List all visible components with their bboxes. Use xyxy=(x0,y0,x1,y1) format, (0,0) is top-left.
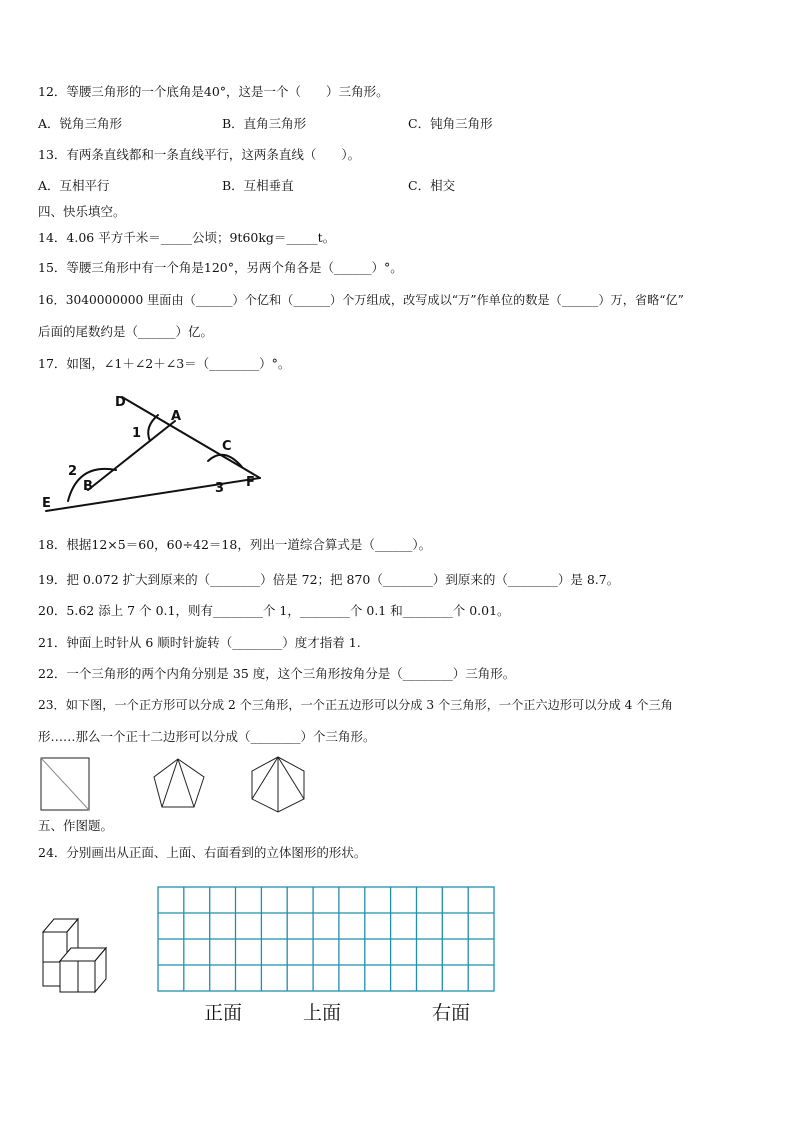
label-1: 1 xyxy=(132,426,142,441)
label-e: E xyxy=(42,496,51,511)
q21-text: 21．钟面上时针从 6 顺时针旋转（________）度才指着 1. xyxy=(38,635,361,650)
label-c: C xyxy=(222,439,232,454)
drawing-grid[interactable] xyxy=(157,886,497,996)
q17-text: 17．如图，∠1＋∠2＋∠3＝（________）°。 xyxy=(38,356,291,371)
q15-text: 15．等腰三角形中有一个角是120°，另两个角各是（______）°。 xyxy=(38,260,403,275)
label-d: D xyxy=(115,395,126,410)
q12-option-c: C．钝角三角形 xyxy=(408,116,493,131)
q23-line2: 形……那么一个正十二边形可以分成（________）个三角形。 xyxy=(38,729,376,744)
q18-text: 18．根据12×5＝60，60÷42＝18，列出一道综合算式是（______）。 xyxy=(38,537,432,552)
pentagon-shape xyxy=(154,759,204,807)
q24-text: 24．分别画出从正面、上面、右面看到的立体图形的形状。 xyxy=(38,845,367,860)
q12-option-a: A．锐角三角形 xyxy=(38,116,123,131)
q23-polygons-figure xyxy=(38,755,338,815)
grid-label-top: 上面 xyxy=(303,1002,342,1024)
label-3: 3 xyxy=(215,481,225,496)
label-f: F xyxy=(246,475,255,490)
label-a: A xyxy=(171,409,182,424)
grid-label-front: 正面 xyxy=(204,1002,243,1024)
q13-option-a: A．互相平行 xyxy=(38,178,110,193)
q17-angle-figure xyxy=(38,385,278,520)
q13-option-c: C．相交 xyxy=(408,178,456,193)
grid-label-right: 右面 xyxy=(432,1002,471,1024)
q23-line1: 23．如下图，一个正方形可以分成 2 个三角形，一个正五边形可以分成 3 个三角形，一个正六边形可以分成 4 个三角 xyxy=(38,698,673,712)
q22-text: 22．一个三角形的两个内角分别是 35 度，这个三角形按角分是（________）三角形。 xyxy=(38,666,516,681)
q16-line2: 后面的尾数约是（______）亿。 xyxy=(38,324,214,339)
q13-option-b: B．互相垂直 xyxy=(222,178,294,193)
label-b: B xyxy=(83,479,93,494)
cubes-figure xyxy=(40,913,112,993)
q13-text: 13．有两条直线都和一条直线平行，这两条直线（ ）。 xyxy=(38,147,361,162)
section4-title: 四、快乐填空。 xyxy=(38,204,126,219)
q16-line1: 16．3040000000 里面由（______）个亿和（______）个万组成，改写成以“万”作单位的数是（______）万，省略“亿” xyxy=(38,293,684,307)
q20-text: 20．5.62 添上 7 个 0.1，则有________个 1，________个 0.1 和________个 0.01。 xyxy=(38,603,510,618)
section5-title: 五、作图题。 xyxy=(38,818,114,833)
q12-text: 12．等腰三角形的一个底角是40°，这是一个（ ）三角形。 xyxy=(38,84,389,99)
q12-option-b: B．直角三角形 xyxy=(222,116,307,131)
q19-text: 19．把 0.072 扩大到原来的（________）倍是 72；把 870（________）到原来的（________）是 8.7。 xyxy=(38,572,620,587)
label-2: 2 xyxy=(68,464,78,479)
q14-text: 14．4.06 平方千米＝_____公顷；9t60kg＝_____t。 xyxy=(38,230,336,245)
